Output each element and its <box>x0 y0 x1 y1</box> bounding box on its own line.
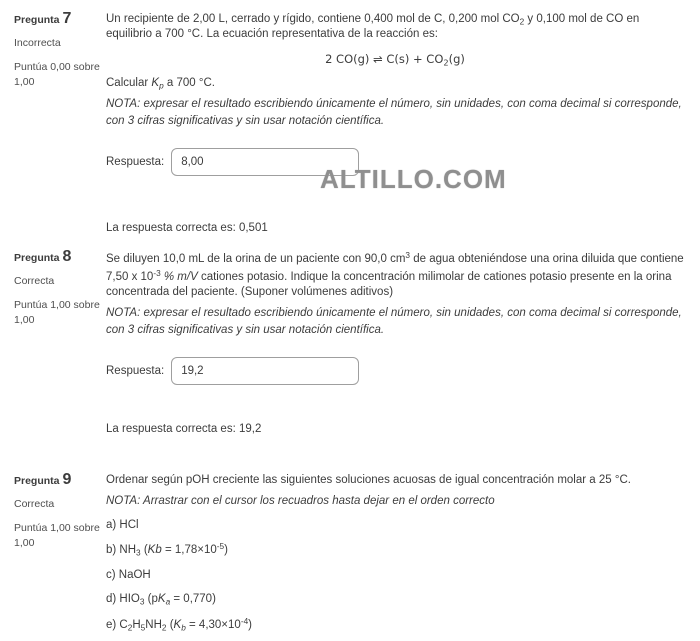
question-7-body: Un recipiente de 2,00 L, cerrado y rígido, contiene 0,400 mol de C, 0,200 mol $CO_2$ y 0,100 mol de CO en equilibrio a 700 °C. La ecuación representativa de la reacción es: <box>106 13 640 41</box>
question-number: 7 <box>62 10 72 27</box>
question-8-answer-row <box>106 357 684 385</box>
question-9-status: Correcta <box>14 498 55 510</box>
question-7 <box>0 10 700 245</box>
question-label: Pregunta <box>14 252 60 264</box>
question-8-grade: Puntúa 1,00 sobre 1,00 <box>14 299 100 327</box>
question-7-info <box>0 10 106 245</box>
question-number: 9 <box>62 471 72 488</box>
question-7-content <box>106 10 694 245</box>
option-e[interactable]: e) $C_2H_5NH_2$ $(K_b = 4,30\times 10^{-4})$ <box>106 616 253 633</box>
question-9-title <box>14 471 106 489</box>
question-8-status: Correcta <box>14 275 55 287</box>
question-number: 8 <box>62 248 72 265</box>
question-8-nota: NOTA: expresar el resultado escribiendo únicamente el número, sin unidades, con coma decimal si corresponde, con 3 cifras significativas y sin usar notación científica. <box>106 307 682 336</box>
question-7-equation: 2 CO(g) ⇌ $C(s) + CO_2(g)$ <box>325 51 465 68</box>
question-7-status: Incorrecta <box>14 37 61 49</box>
answer-input[interactable] <box>171 357 359 385</box>
option-a[interactable]: a) HCl <box>106 518 139 531</box>
question-8-body: Se diluyen 10,0 mL de la orina de un paciente con 90,0 $cm^3$ de agua obteniéndose una orina diluida que contiene 7,50 x $10^{-3}$ % m/V cationes potasio. Indique la concentración milimolar de cationes potasio presente en la orina concentrada del paciente. (Suponer volúmenes aditivos) <box>106 251 684 299</box>
question-7-title <box>14 10 106 28</box>
option-d[interactable]: d) $HIO_3$ $(pK_a = 0,770)$ <box>106 592 216 607</box>
answer-label: Respuesta: <box>106 155 165 168</box>
question-9 <box>0 471 700 641</box>
answer-label: Respuesta: <box>106 364 165 377</box>
question-9-content <box>106 471 694 641</box>
question-label: Pregunta <box>14 475 60 487</box>
question-7-grade: Puntúa 0,00 sobre 1,00 <box>14 61 100 89</box>
question-9-body: Ordenar según pOH creciente las siguientes soluciones acuosas de igual concentración molar a 25 °C. <box>106 474 631 486</box>
question-9-info <box>0 471 106 641</box>
question-7-correct-answer: La respuesta correcta es: 0,501 <box>106 221 268 234</box>
question-8-content <box>106 248 694 446</box>
question-9-nota: NOTA: Arrastrar con el cursor los recuadros hasta dejar en el orden correcto <box>106 495 495 508</box>
option-b[interactable]: b) $NH_3$ $(Kb = 1,78\times 10^{-5})$ <box>106 541 228 558</box>
question-8-info <box>0 248 106 446</box>
question-8 <box>0 248 700 446</box>
question-7-prompt: Calcular $K_p$ a 700 °C. <box>106 77 215 91</box>
question-9-grade: Puntúa 1,00 sobre 1,00 <box>14 522 100 550</box>
question-7-nota: NOTA: expresar el resultado escribiendo únicamente el número, sin unidades, con coma decimal si corresponde, con 3 cifras significativas y sin usar notación científica. <box>106 98 682 127</box>
question-8-correct-answer: La respuesta correcta es: 19,2 <box>106 422 262 435</box>
question-8-title <box>14 248 106 266</box>
option-c[interactable]: c) NaOH <box>106 568 151 581</box>
altillo-watermark: ALTILLO.COM <box>320 164 507 194</box>
question-label: Pregunta <box>14 14 60 26</box>
